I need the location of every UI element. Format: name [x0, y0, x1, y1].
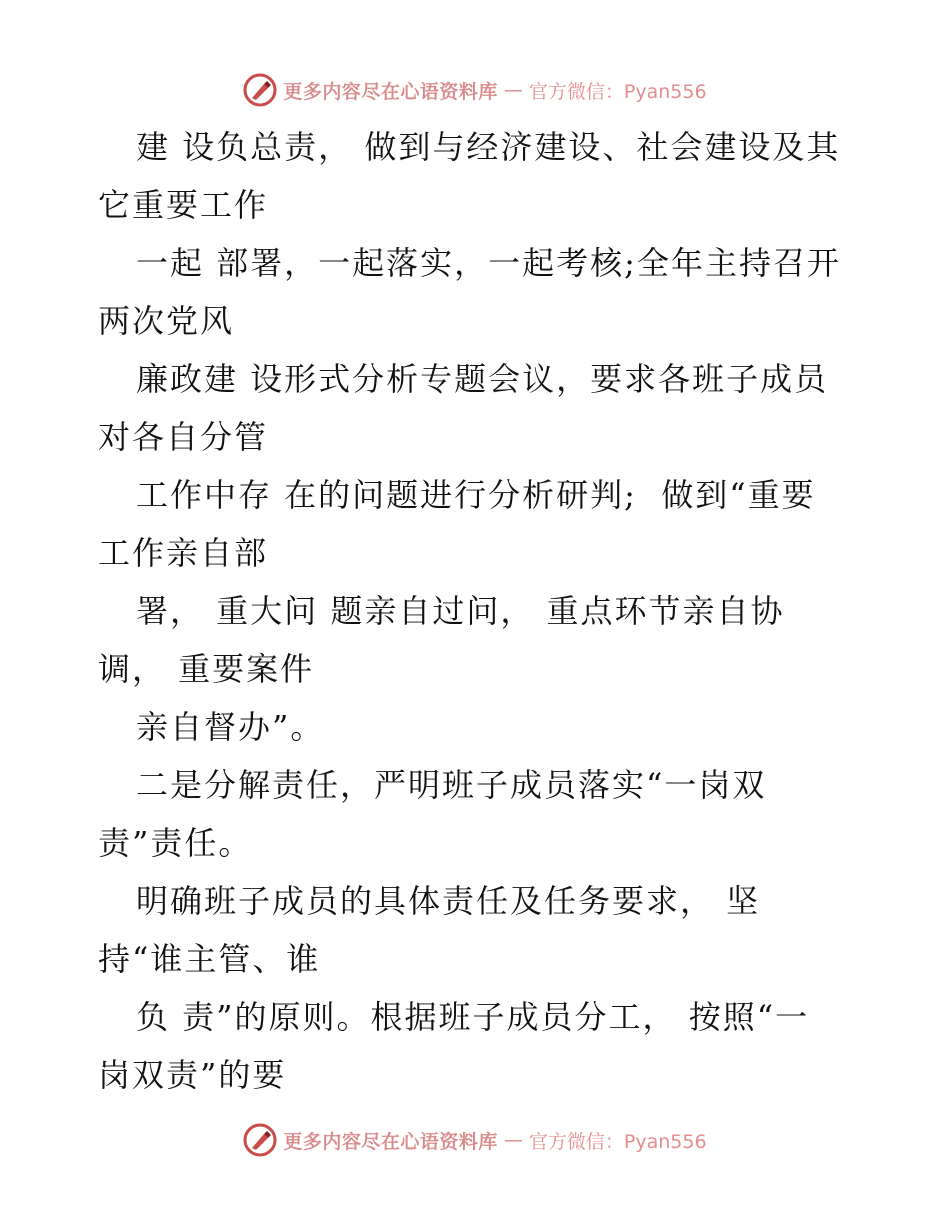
text-line: 对各自分管 — [98, 418, 269, 456]
watermark-separator: — — [503, 1129, 523, 1151]
text-line: 负 责”的原则。根据班子成员分工， 按照“一 — [136, 998, 810, 1036]
footer-watermark — [0, 1120, 950, 1160]
paragraph — [98, 118, 858, 234]
paragraph — [98, 872, 858, 988]
paragraph — [98, 988, 858, 1104]
watermark-brand-text: 更多内容尽在心语资料库 — [283, 80, 498, 103]
text-line: 工作中存 在的问题进行分析研判; 做到“重要 — [136, 476, 816, 514]
text-line: 调， 重要案件 — [98, 650, 315, 688]
pen-nib-logo-icon — [243, 73, 277, 107]
text-line: 岗双责”的要 — [98, 1056, 287, 1094]
text-line: 责”责任。 — [98, 824, 253, 862]
paragraph — [98, 466, 858, 582]
text-line: 廉政建 设形式分析专题会议，要求各班子成员 — [136, 360, 829, 398]
text-line: 二是分解责任，严明班子成员落实“一岗双 — [136, 766, 767, 804]
watermark-separator: — — [503, 79, 523, 101]
text-line: 两次党风 — [98, 302, 235, 340]
watermark-brand-text: 更多内容尽在心语资料库 — [283, 1130, 498, 1153]
text-line: 亲自督办”。 — [136, 708, 325, 746]
paragraph — [98, 698, 858, 756]
text-line: 工作亲自部 — [98, 534, 269, 572]
text-line: 一起 部署，一起落实，一起考核;全年主持召开 — [136, 244, 841, 282]
paragraph — [98, 756, 858, 872]
header-watermark — [0, 70, 950, 110]
text-line: 它重要工作 — [98, 186, 269, 224]
watermark-contact-text: 官方微信：Pyan556 — [528, 80, 707, 103]
document-body — [98, 118, 858, 1104]
pen-nib-logo-icon — [243, 1123, 277, 1157]
paragraph — [98, 582, 858, 698]
text-line: 建 设负总责， 做到与经济建设、社会建设及其 — [136, 128, 841, 166]
text-line: 持“谁主管、谁 — [98, 940, 321, 978]
paragraph — [98, 350, 858, 466]
text-line: 明确班子成员的具体责任及任务要求， 坚 — [136, 882, 761, 920]
paragraph — [98, 234, 858, 350]
watermark-contact-text: 官方微信：Pyan556 — [528, 1130, 707, 1153]
text-line: 署， 重大问 题亲自过问， 重点环节亲自协 — [136, 592, 785, 630]
